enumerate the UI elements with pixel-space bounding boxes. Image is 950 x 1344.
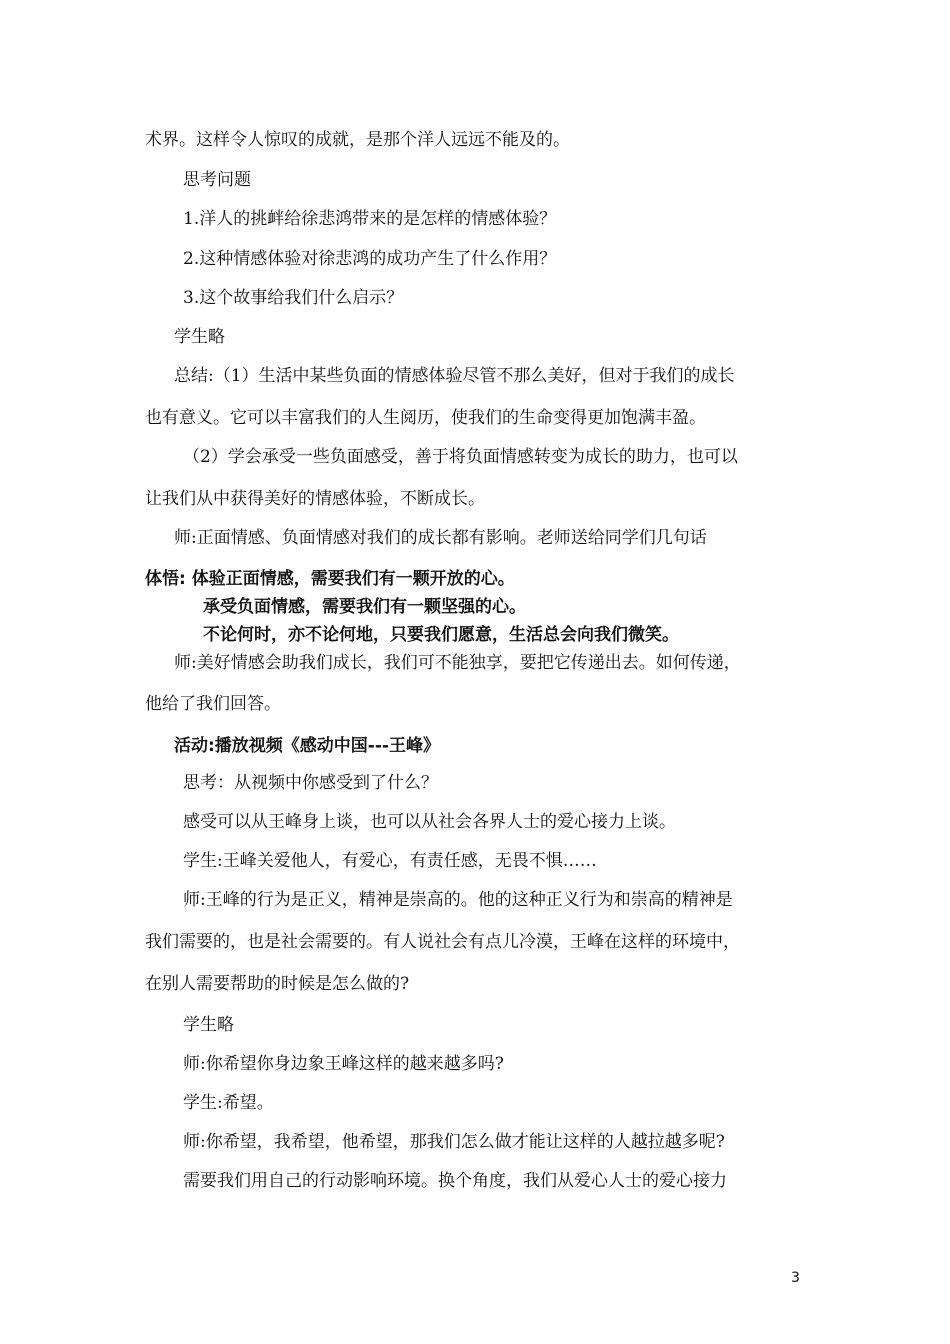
summary-line: （2）学会承受一些负面感受，善于将负面情感转变为成长的助力，也可以 [183, 447, 738, 467]
insight-line: 体悟: 体验正面情感，需要我们有一颗开放的心。 [145, 569, 515, 589]
paragraph-line: 学生略 [174, 327, 225, 347]
summary-line: 也有意义。它可以丰富我们的人生阅历，使我们的生命变得更加饱满丰盈。 [145, 408, 706, 428]
paragraph-line: 我们需要的，也是社会需要的。有人说社会有点儿冷漠，王峰在这样的环境中， [145, 932, 740, 952]
summary-line: 总结:（1）生活中某些负面的情感体验尽管不那么美好，但对于我们的成长 [174, 366, 735, 386]
paragraph-line: 师:美好情感会助我们成长，我们可不能独享，要把它传递出去。如何传递， [174, 653, 741, 673]
paragraph-line: 师:你希望你身边象王峰这样的越来越多吗? [183, 1054, 504, 1074]
paragraph-line: 师:正面情感、负面情感对我们的成长都有影响。老师送给同学们几句话 [174, 528, 707, 548]
paragraph-line: 思考：从视频中你感受到了什么？ [183, 773, 438, 793]
paragraph-line: 学生:希望。 [183, 1093, 274, 1113]
paragraph-line: 学生:王峰关爱他人，有爱心，有责任感，无畏不惧…… [183, 851, 597, 871]
paragraph-line: 感受可以从王峰身上谈，也可以从社会各界人士的爱心接力上谈。 [183, 812, 676, 832]
paragraph-line: 师:王峰的行为是正义，精神是崇高的。他的这种正义行为和崇高的精神是 [183, 890, 733, 910]
paragraph-line: 需要我们用自己的行动影响环境。换个角度，我们从爱心人士的爱心接力 [183, 1171, 727, 1191]
question-item: 1.洋人的挑衅给徐悲鸿带来的是怎样的情感体验？ [183, 209, 557, 229]
paragraph-line: 他给了我们回答。 [145, 694, 281, 714]
insight-line: 承受负面情感，需要我们有一颗坚强的心。 [203, 597, 526, 617]
summary-line: 让我们从中获得美好的情感体验，不断成长。 [145, 489, 485, 509]
page-number: 3 [791, 1270, 800, 1286]
question-item: 3.这个故事给我们什么启示？ [183, 288, 404, 308]
section-heading: 思考问题 [183, 170, 251, 190]
insight-line: 不论何时，亦不论何地，只要我们愿意，生活总会向我们微笑。 [203, 625, 679, 645]
paragraph-line: 在别人需要帮助的时候是怎么做的? [145, 974, 410, 994]
question-item: 2.这种情感体验对徐悲鸿的成功产生了什么作用？ [183, 249, 557, 269]
paragraph-line: 师:你希望，我希望，他希望，那我们怎么做才能让这样的人越拉越多呢? [183, 1132, 725, 1152]
paragraph-line: 学生略 [183, 1015, 234, 1035]
paragraph-line: 术界。这样令人惊叹的成就，是那个洋人远远不能及的。 [145, 130, 570, 150]
activity-heading: 活动:播放视频《感动中国---王峰》 [174, 736, 440, 756]
